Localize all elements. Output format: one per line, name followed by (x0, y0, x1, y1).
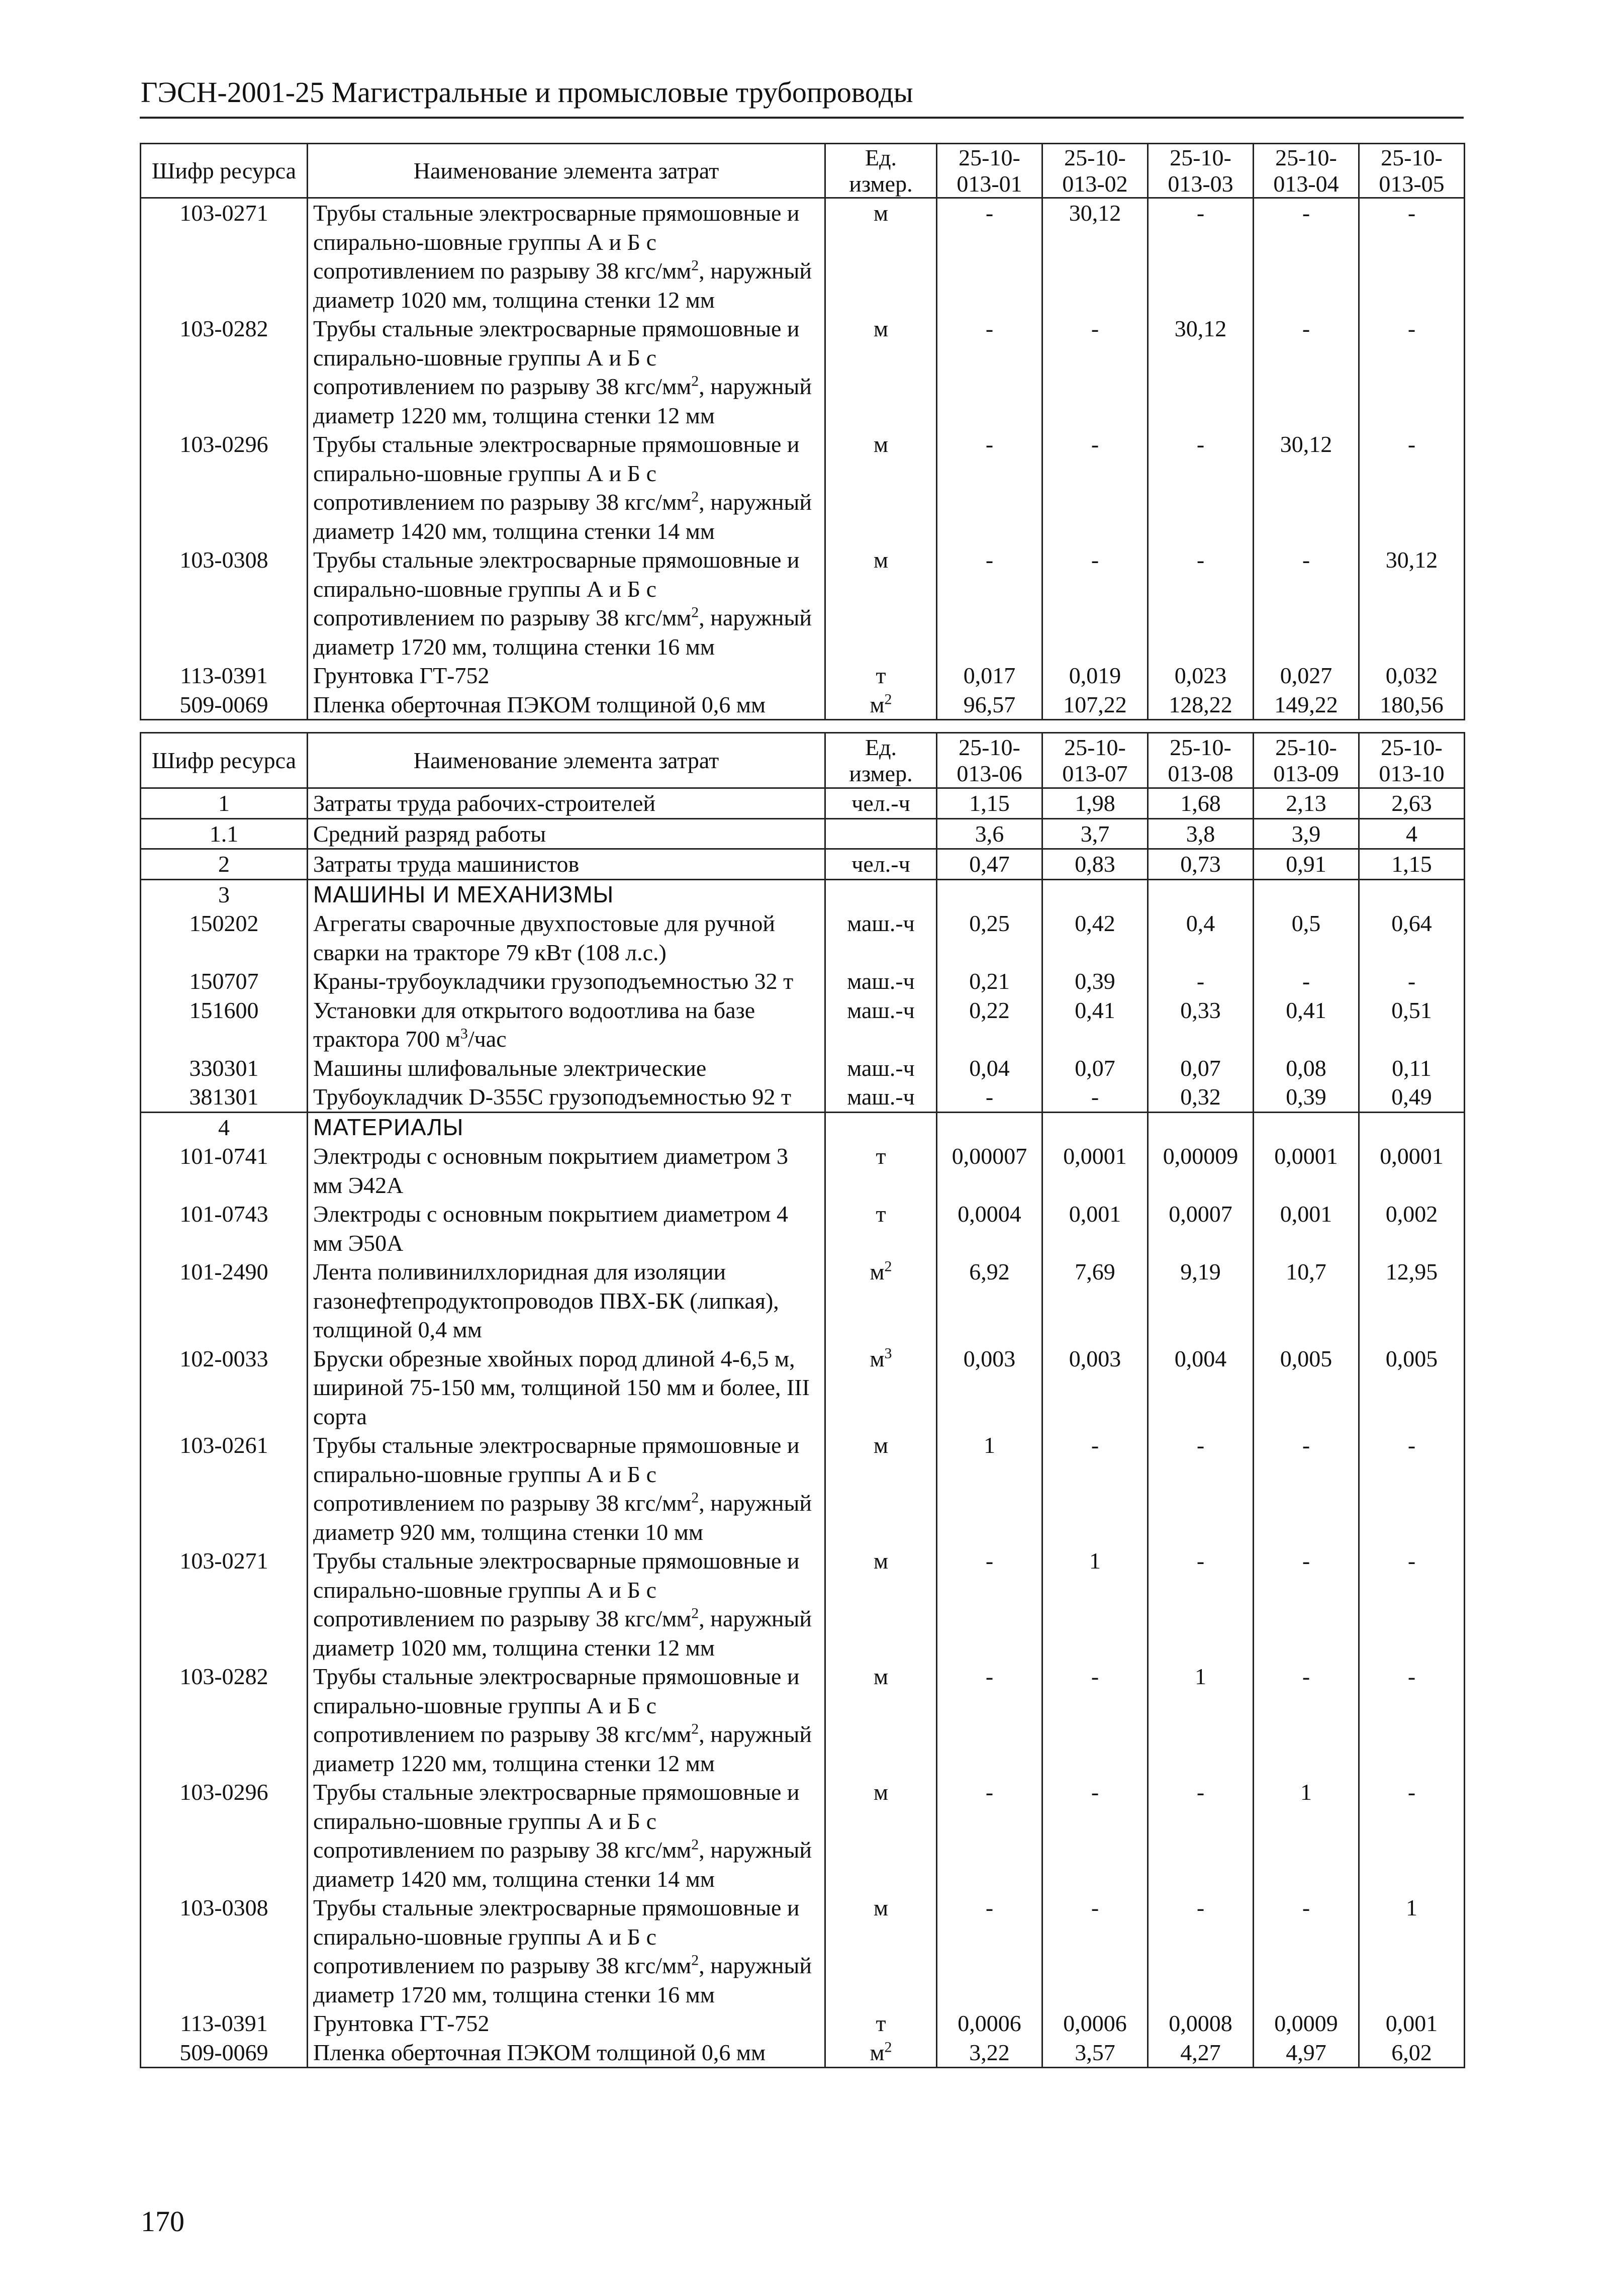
table-row (141, 1344, 1465, 1431)
norm-value-cell: 0,32 (1148, 1082, 1254, 1112)
norm-value-cell: 107,22 (1042, 690, 1148, 720)
unit-cell: м (825, 1662, 937, 1778)
unit-cell: м (825, 1893, 937, 2009)
resource-code-cell: 151600 (141, 996, 308, 1054)
resource-code-cell: 102-0033 (141, 1344, 308, 1431)
cost-element-name-cell: Трубы стальные электросварные прямошовные и спирально-шовные группы А и Б с сопротивлением по разрыву 38 кгс/$мм^2$, наружный диаметр 1020 мм, толщина стенки 12 мм (308, 1546, 825, 1662)
norm-value-cell: 1,68 (1148, 788, 1254, 819)
norm-value-cell: 0,0001 (1254, 1142, 1359, 1200)
norm-value-cell: - (1042, 545, 1148, 661)
norm-value-cell (1148, 1112, 1254, 1142)
resource-code-cell: 509-0069 (141, 690, 308, 720)
unit-cell (825, 818, 937, 849)
norm-value-cell: 0,00009 (1148, 1142, 1254, 1200)
norm-value-cell: - (937, 1893, 1042, 2009)
cost-element-name-cell: Средний разряд работы (308, 818, 825, 849)
norm-value-cell: 3,22 (937, 2038, 1042, 2068)
norm-value-cell: 7,69 (1042, 1257, 1148, 1344)
cost-element-name-cell: Затраты труда машинистов (308, 849, 825, 880)
norm-value-cell: 0,73 (1148, 849, 1254, 880)
norm-value-cell: 0,51 (1359, 996, 1465, 1054)
cost-element-name-cell: Трубы стальные электросварные прямошовные и спирально-шовные группы А и Б с сопротивлением по разрыву 38 кгс/$мм^2$, наружный диаметр 1220 мм, толщина стенки 12 мм (308, 314, 825, 430)
unit-cell (825, 1112, 937, 1142)
table-row (141, 1054, 1465, 1083)
unit-cell: чел.-ч (825, 788, 937, 819)
norm-value-cell: - (1148, 1893, 1254, 2009)
norm-value-cell: - (937, 198, 1042, 315)
header-norm-column: 25-10- 013-05 (1359, 144, 1465, 198)
norm-value-cell: - (1254, 1431, 1359, 1546)
resource-code-cell: 101-2490 (141, 1257, 308, 1344)
norm-value-cell: 0,00007 (937, 1142, 1042, 1200)
norm-value-cell: 1 (1254, 1778, 1359, 1893)
norm-value-cell (1254, 879, 1359, 909)
norm-value-cell: 180,56 (1359, 690, 1465, 720)
header-norm-column: 25-10- 013-04 (1254, 144, 1359, 198)
resource-code-cell: 103-0282 (141, 314, 308, 430)
resource-code-cell: 1 (141, 788, 308, 819)
unit-cell: чел.-ч (825, 849, 937, 880)
norm-value-cell: - (1148, 1778, 1254, 1893)
unit-cell: т (825, 2009, 937, 2038)
resource-code-cell: 2 (141, 849, 308, 880)
norm-value-cell: 0,42 (1042, 909, 1148, 967)
cost-element-name-cell: Машины шлифовальные электрические (308, 1054, 825, 1083)
unit-cell: м (825, 1546, 937, 1662)
resource-code-cell: 103-0271 (141, 198, 308, 315)
norm-value-cell: 0,4 (1148, 909, 1254, 967)
cost-element-name-cell: Затраты труда рабочих-строителей (308, 788, 825, 819)
resource-code-cell: 103-0296 (141, 430, 308, 545)
page-header-title: ГЭСН-2001-25 Магистральные и промысловые трубопроводы (141, 76, 913, 109)
norm-value-cell: 0,21 (937, 967, 1042, 996)
norm-value-cell: - (1359, 1778, 1465, 1893)
norm-value-cell: - (1359, 430, 1465, 545)
norm-value-cell: - (937, 545, 1042, 661)
resource-code-cell: 509-0069 (141, 2038, 308, 2068)
norm-value-cell: 30,12 (1359, 545, 1465, 661)
unit-cell: м (825, 545, 937, 661)
table-row (141, 967, 1465, 996)
header-norm-column: 25-10- 013-07 (1042, 733, 1148, 788)
norm-value-cell: 3,9 (1254, 818, 1359, 849)
norm-value-cell: 0,91 (1254, 849, 1359, 880)
norm-value-cell: 96,57 (937, 690, 1042, 720)
resource-code-cell: 150707 (141, 967, 308, 996)
norm-value-cell: 3,7 (1042, 818, 1148, 849)
table-row (141, 1662, 1465, 1778)
table-row (141, 849, 1465, 880)
norm-value-cell: 10,7 (1254, 1257, 1359, 1344)
norm-value-cell: 0,0004 (937, 1200, 1042, 1257)
cost-element-name-cell: Краны-трубоукладчики грузоподъемностью 32 т (308, 967, 825, 996)
table-row (141, 2038, 1465, 2068)
norm-value-cell: 2,63 (1359, 788, 1465, 819)
norm-value-cell: 4,97 (1254, 2038, 1359, 2068)
cost-element-name-cell: Бруски обрезные хвойных пород длиной 4-6,5 м, шириной 75-150 мм, толщиной 150 мм и более, III сорта (308, 1344, 825, 1431)
norm-value-cell: 0,39 (1254, 1082, 1359, 1112)
cost-element-name-cell: Электроды с основным покрытием диаметром 4 мм Э50А (308, 1200, 825, 1257)
norm-value-cell: - (1042, 1082, 1148, 1112)
norm-value-cell: 12,95 (1359, 1257, 1465, 1344)
table-header-row (141, 144, 1465, 198)
norm-value-cell: 0,005 (1359, 1344, 1465, 1431)
table-row (141, 1546, 1465, 1662)
unit-cell: т (825, 1200, 937, 1257)
norm-value-cell: 0,004 (1148, 1344, 1254, 1431)
norm-value-cell: - (1148, 1546, 1254, 1662)
resource-code-cell: 101-0743 (141, 1200, 308, 1257)
norm-value-cell: 0,47 (937, 849, 1042, 880)
cost-element-name-cell: Трубы стальные электросварные прямошовные и спирально-шовные группы А и Б с сопротивлением по разрыву 38 кгс/$мм^2$, наружный диаметр 1720 мм, толщина стенки 16 мм (308, 1893, 825, 2009)
table-row (141, 1257, 1465, 1344)
norm-value-cell: 1,98 (1042, 788, 1148, 819)
norm-value-cell: - (1042, 430, 1148, 545)
cost-element-name-cell: Грунтовка ГТ-752 (308, 661, 825, 690)
norm-value-cell (937, 1112, 1042, 1142)
norm-value-cell: - (1042, 1778, 1148, 1893)
norm-value-cell: - (937, 430, 1042, 545)
norm-value-cell: 0,0007 (1148, 1200, 1254, 1257)
norm-value-cell: 0,33 (1148, 996, 1254, 1054)
unit-cell: маш.-ч (825, 909, 937, 967)
resource-code-cell: 381301 (141, 1082, 308, 1112)
norm-value-cell: - (1254, 1893, 1359, 2009)
norm-value-cell: 0,0001 (1359, 1142, 1465, 1200)
norm-value-cell (1359, 1112, 1465, 1142)
norm-value-cell: 0,001 (1254, 1200, 1359, 1257)
norm-value-cell: 0,001 (1042, 1200, 1148, 1257)
unit-cell: м (825, 314, 937, 430)
norm-value-cell: - (1254, 198, 1359, 315)
norm-value-cell (1042, 1112, 1148, 1142)
header-cost-element-name: Наименование элемента затрат (308, 144, 825, 198)
norm-value-cell: - (1254, 314, 1359, 430)
table-row (141, 314, 1465, 430)
table-row (141, 545, 1465, 661)
section-row (141, 1112, 1465, 1142)
norm-value-cell: - (1148, 1431, 1254, 1546)
norm-value-cell: 0,023 (1148, 661, 1254, 690)
resource-code-cell: 103-0271 (141, 1546, 308, 1662)
norm-value-cell: 0,0008 (1148, 2009, 1254, 2038)
norm-value-cell: 30,12 (1254, 430, 1359, 545)
norm-value-cell: 1,15 (937, 788, 1042, 819)
header-rule (140, 117, 1464, 119)
unit-cell: $м^3$ (825, 1344, 937, 1431)
table-row (141, 690, 1465, 720)
norm-value-cell: 0,0006 (937, 2009, 1042, 2038)
norm-value-cell: - (1359, 1431, 1465, 1546)
norm-value-cell (1359, 879, 1465, 909)
norm-value-cell: 0,07 (1148, 1054, 1254, 1083)
norm-value-cell: - (1042, 1431, 1148, 1546)
table-header-row (141, 733, 1465, 788)
table-row (141, 1893, 1465, 2009)
unit-cell: т (825, 661, 937, 690)
cost-element-name-cell: Трубы стальные электросварные прямошовные и спирально-шовные группы А и Б с сопротивлением по разрыву 38 кгс/$мм^2$, наружный диаметр 1720 мм, толщина стенки 16 мм (308, 545, 825, 661)
norm-value-cell: 0,0001 (1042, 1142, 1148, 1200)
norm-value-cell: 0,003 (1042, 1344, 1148, 1431)
header-norm-column: 25-10- 013-09 (1254, 733, 1359, 788)
norm-value-cell: 0,07 (1042, 1054, 1148, 1083)
norm-value-cell: - (1042, 1893, 1148, 2009)
table-row (141, 788, 1465, 819)
unit-cell: $м^2$ (825, 690, 937, 720)
unit-cell: м (825, 1431, 937, 1546)
table-row (141, 661, 1465, 690)
resource-code-cell: 1.1 (141, 818, 308, 849)
header-resource-code: Шифр ресурса (141, 733, 308, 788)
norm-value-cell: 1 (937, 1431, 1042, 1546)
norm-value-cell: 1,15 (1359, 849, 1465, 880)
norm-value-cell: 0,019 (1042, 661, 1148, 690)
norm-value-cell: 0,017 (937, 661, 1042, 690)
resource-code-cell: 103-0308 (141, 1893, 308, 2009)
resource-code-cell: 330301 (141, 1054, 308, 1083)
norm-value-cell (937, 879, 1042, 909)
table-row (141, 996, 1465, 1054)
norm-value-cell: 0,49 (1359, 1082, 1465, 1112)
unit-cell: маш.-ч (825, 967, 937, 996)
cost-element-name-cell: Трубы стальные электросварные прямошовные и спирально-шовные группы А и Б с сопротивлением по разрыву 38 кгс/$мм^2$, наружный диаметр 1220 мм, толщина стенки 12 мм (308, 1662, 825, 1778)
norm-value-cell: - (937, 1778, 1042, 1893)
unit-cell: м (825, 198, 937, 315)
table-row (141, 1142, 1465, 1200)
table-row (141, 1431, 1465, 1546)
norm-value-cell: 0,64 (1359, 909, 1465, 967)
cost-element-name-cell: Трубы стальные электросварные прямошовные и спирально-шовные группы А и Б с сопротивлением по разрыву 38 кгс/$мм^2$, наружный диаметр 920 мм, толщина стенки 10 мм (308, 1431, 825, 1546)
norm-value-cell: 3,6 (937, 818, 1042, 849)
header-norm-column: 25-10- 013-02 (1042, 144, 1148, 198)
header-norm-column: 25-10- 013-03 (1148, 144, 1254, 198)
norm-value-cell: - (937, 1662, 1042, 1778)
unit-cell: маш.-ч (825, 1054, 937, 1083)
norm-value-cell: - (1254, 1662, 1359, 1778)
norm-value-cell: 3,8 (1148, 818, 1254, 849)
table-row (141, 1082, 1465, 1112)
cost-element-name-cell: Трубы стальные электросварные прямошовные и спирально-шовные группы А и Б с сопротивлением по разрыву 38 кгс/$мм^2$, наружный диаметр 1420 мм, толщина стенки 14 мм (308, 1778, 825, 1893)
unit-cell: $м^2$ (825, 2038, 937, 2068)
norm-value-cell: - (1254, 967, 1359, 996)
norm-value-cell (1042, 879, 1148, 909)
cost-element-name-cell: Электроды с основным покрытием диаметром 3 мм Э42А (308, 1142, 825, 1200)
resource-table-2 (140, 732, 1465, 2068)
page-number: 170 (141, 2205, 184, 2238)
norm-value-cell: 0,0006 (1042, 2009, 1148, 2038)
norm-value-cell: 4 (1359, 818, 1465, 849)
resource-code-cell: 103-0296 (141, 1778, 308, 1893)
section-title-cell: МАТЕРИАЛЫ (308, 1112, 825, 1142)
cost-element-name-cell: Установки для открытого водоотлива на базе трактора 700 $м^3$/час (308, 996, 825, 1054)
norm-value-cell: - (1148, 198, 1254, 315)
norm-value-cell: 0,08 (1254, 1054, 1359, 1083)
resource-code-cell: 101-0741 (141, 1142, 308, 1200)
norm-value-cell: 0,83 (1042, 849, 1148, 880)
header-unit: Ед. измер. (825, 144, 937, 198)
unit-cell: $м^2$ (825, 1257, 937, 1344)
resource-code-cell: 103-0308 (141, 545, 308, 661)
norm-value-cell: - (1254, 1546, 1359, 1662)
norm-value-cell: 0,032 (1359, 661, 1465, 690)
table-row (141, 1778, 1465, 1893)
norm-value-cell: 1 (1148, 1662, 1254, 1778)
cost-element-name-cell: Трубоукладчик D-355C грузоподъемностью 92 т (308, 1082, 825, 1112)
norm-value-cell: 4,27 (1148, 2038, 1254, 2068)
norm-value-cell: - (1359, 1546, 1465, 1662)
norm-value-cell: 30,12 (1148, 314, 1254, 430)
norm-value-cell: 1 (1042, 1546, 1148, 1662)
norm-value-cell: 0,41 (1042, 996, 1148, 1054)
unit-cell: маш.-ч (825, 1082, 937, 1112)
resource-code-cell: 103-0282 (141, 1662, 308, 1778)
norm-value-cell: - (1359, 967, 1465, 996)
norm-value-cell: 0,22 (937, 996, 1042, 1054)
norm-value-cell: - (1148, 430, 1254, 545)
norm-value-cell: 0,04 (937, 1054, 1042, 1083)
header-resource-code: Шифр ресурса (141, 144, 308, 198)
norm-value-cell: 0,005 (1254, 1344, 1359, 1431)
norm-value-cell: 0,5 (1254, 909, 1359, 967)
cost-element-name-cell: Трубы стальные электросварные прямошовные и спирально-шовные группы А и Б с сопротивлением по разрыву 38 кгс/$мм^2$, наружный диаметр 1020 мм, толщина стенки 12 мм (308, 198, 825, 315)
norm-value-cell: 0,001 (1359, 2009, 1465, 2038)
norm-value-cell: 0,027 (1254, 661, 1359, 690)
unit-cell: маш.-ч (825, 996, 937, 1054)
table-row (141, 1200, 1465, 1257)
norm-value-cell: 0,11 (1359, 1054, 1465, 1083)
cost-element-name-cell: Агрегаты сварочные двухпостовые для ручной сварки на тракторе 79 кВт (108 л.с.) (308, 909, 825, 967)
cost-element-name-cell: Пленка оберточная ПЭКОМ толщиной 0,6 мм (308, 690, 825, 720)
table-row (141, 2009, 1465, 2038)
unit-cell (825, 879, 937, 909)
norm-value-cell: 0,25 (937, 909, 1042, 967)
resource-code-cell: 3 (141, 879, 308, 909)
norm-value-cell: - (1042, 1662, 1148, 1778)
resource-table-1 (140, 143, 1465, 720)
resource-code-cell: 103-0261 (141, 1431, 308, 1546)
norm-value-cell: 0,0009 (1254, 2009, 1359, 2038)
table-row (141, 430, 1465, 545)
resource-code-cell: 113-0391 (141, 2009, 308, 2038)
norm-value-cell: - (937, 1082, 1042, 1112)
table-row (141, 909, 1465, 967)
norm-value-cell: - (1148, 545, 1254, 661)
norm-value-cell: 1 (1359, 1893, 1465, 2009)
norm-value-cell: 30,12 (1042, 198, 1148, 315)
norm-value-cell: - (1042, 314, 1148, 430)
header-norm-column: 25-10- 013-06 (937, 733, 1042, 788)
cost-element-name-cell: Грунтовка ГТ-752 (308, 2009, 825, 2038)
norm-value-cell: 0,41 (1254, 996, 1359, 1054)
unit-cell: т (825, 1142, 937, 1200)
cost-element-name-cell: Пленка оберточная ПЭКОМ толщиной 0,6 мм (308, 2038, 825, 2068)
norm-value-cell: 6,02 (1359, 2038, 1465, 2068)
header-unit: Ед. измер. (825, 733, 937, 788)
table-row (141, 198, 1465, 315)
header-norm-column: 25-10- 013-01 (937, 144, 1042, 198)
unit-cell: м (825, 430, 937, 545)
norm-value-cell: - (1359, 314, 1465, 430)
section-title-cell: МАШИНЫ И МЕХАНИЗМЫ (308, 879, 825, 909)
table-body (141, 198, 1465, 720)
norm-value-cell: 0,002 (1359, 1200, 1465, 1257)
norm-value-cell: 9,19 (1148, 1257, 1254, 1344)
norm-value-cell: - (1359, 198, 1465, 315)
header-norm-column: 25-10- 013-10 (1359, 733, 1465, 788)
resource-code-cell: 4 (141, 1112, 308, 1142)
section-row (141, 879, 1465, 909)
norm-value-cell: 6,92 (937, 1257, 1042, 1344)
norm-value-cell (1254, 1112, 1359, 1142)
table-row (141, 818, 1465, 849)
table-body (141, 788, 1465, 2068)
header-norm-column: 25-10- 013-08 (1148, 733, 1254, 788)
norm-value-cell: - (937, 314, 1042, 430)
resource-code-cell: 150202 (141, 909, 308, 967)
cost-element-name-cell: Лента поливинилхлоридная для изоляции газонефтепродуктопроводов ПВХ-БК (липкая), толщиной 0,4 мм (308, 1257, 825, 1344)
norm-value-cell: - (1254, 545, 1359, 661)
norm-value-cell: - (1359, 1662, 1465, 1778)
resource-code-cell: 113-0391 (141, 661, 308, 690)
norm-value-cell: - (937, 1546, 1042, 1662)
norm-value-cell: 128,22 (1148, 690, 1254, 720)
cost-element-name-cell: Трубы стальные электросварные прямошовные и спирально-шовные группы А и Б с сопротивлением по разрыву 38 кгс/$мм^2$, наружный диаметр 1420 мм, толщина стенки 14 мм (308, 430, 825, 545)
norm-value-cell: 0,39 (1042, 967, 1148, 996)
unit-cell: м (825, 1778, 937, 1893)
norm-value-cell: 0,003 (937, 1344, 1042, 1431)
norm-value-cell: 3,57 (1042, 2038, 1148, 2068)
norm-value-cell: 149,22 (1254, 690, 1359, 720)
norm-value-cell: - (1148, 967, 1254, 996)
norm-value-cell (1148, 879, 1254, 909)
norm-value-cell: 2,13 (1254, 788, 1359, 819)
header-cost-element-name: Наименование элемента затрат (308, 733, 825, 788)
